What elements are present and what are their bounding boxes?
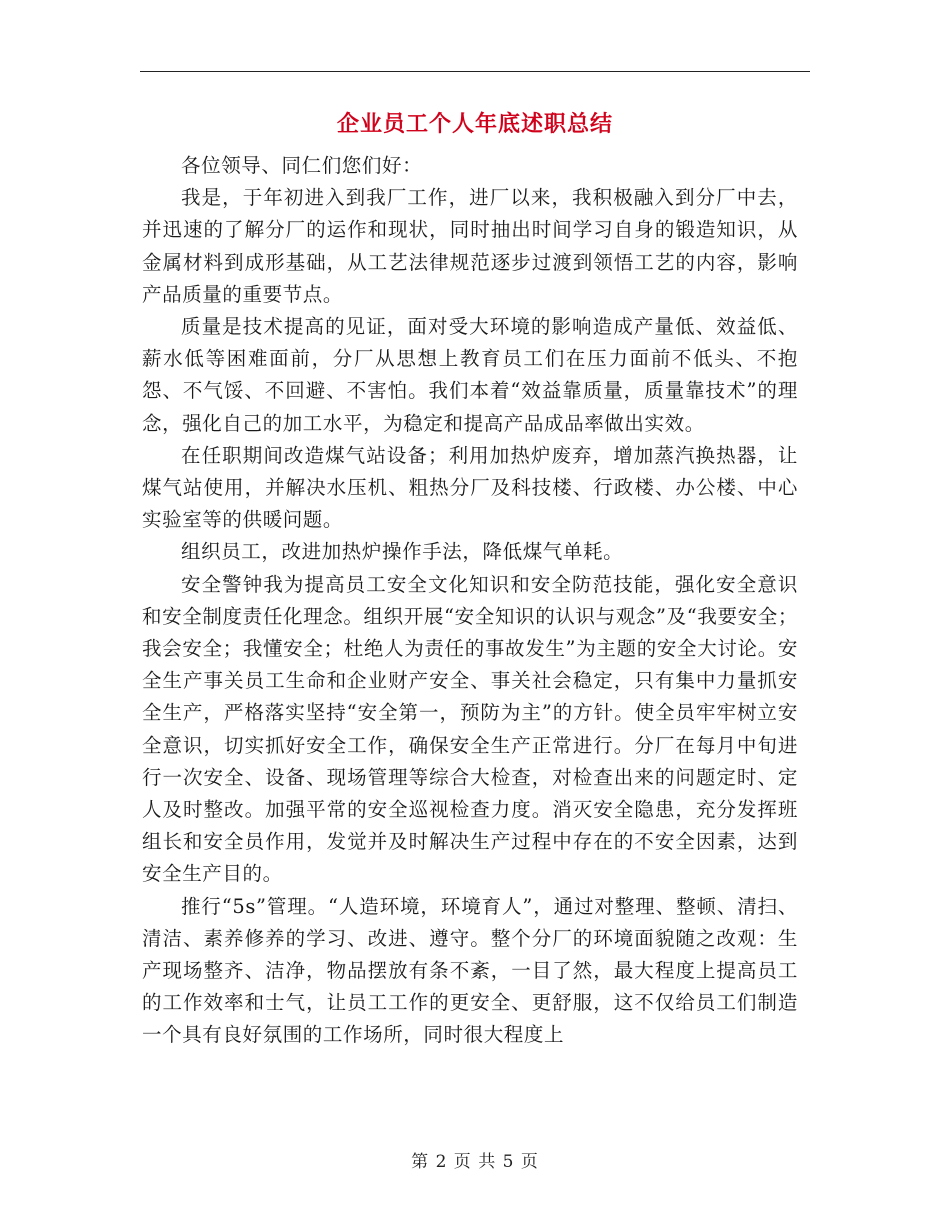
- safety-paragraph: 安全警钟我为提高员工安全文化知识和安全防范技能，强化安全意识和安全制度责任化理念。组织开展“安全知识的认识与观念”及“我要安全；我会安全；我懂安全；杜绝人为责任的事故发生”为主题的安全大讨论。安全生产事关员工生命和企业财产安全、事关社会稳定，只有集中力量抓安全生产，严格落实坚持“安全第一，预防为主”的方针。使全员牢牢树立安全意识，切实抓好安全工作，确保安全生产正常进行。分厂在每月中旬进行一次安全、设备、现场管理等综合大检查，对检查出来的问题定时、定人及时整改。加强平常的安全巡视检查力度。消灭安全隐患，充分发挥班组长和安全员作用，发觉并及时解决生产过程中存在的不安全因素，达到安全生产目的。: [142, 572, 798, 886]
- document-body: [142, 150, 798, 1052]
- intro-paragraph: 我是，于年初进入到我厂工作，进厂以来，我积极融入到分厂中去，并迅速的了解分厂的运作和现状，同时抽出时间学习自身的锻造知识，从金属材料到成形基础，从工艺法律规范逐步过渡到领悟工艺的内容，影响产品质量的重要节点。: [142, 186, 798, 306]
- header-rule: [140, 71, 810, 72]
- document-title: 企业员工个人年底述职总结: [336, 111, 613, 137]
- page-number-footer: 第 2 页 共 5 页: [411, 1152, 539, 1172]
- quality-paragraph: 质量是技术提高的见证，面对受大环境的影响造成产量低、效益低、薪水低等困难面前，分厂从思想上教育员工们在压力面前不低头、不抱怨、不气馁、不回避、不害怕。我们本着“效益靠质量，质量靠技术”的理念，强化自己的加工水平，为稳定和提高产品成品率做出实效。: [142, 315, 798, 435]
- greeting-paragraph: 各位领导、同仁们您们好：: [181, 154, 423, 177]
- 5s-paragraph: 推行“5s”管理。“人造环境，环境育人”，通过对整理、整顿、清扫、清洁、素养修养的学习、改进、遵守。整个分厂的环境面貌随之改观：生产现场整齐、洁净，物品摆放有条不紊，一目了然，最大程度上提高员工的工作效率和士气，让员工工作的更安全、更舒服，这不仅给员工们制造一个具有良好氛围的工作场所，同时很大程度上: [142, 894, 798, 1047]
- furnace-paragraph: 组织员工，改进加热炉操作手法，降低煤气单耗。: [181, 540, 624, 564]
- equipment-paragraph: 在任职期间改造煤气站设备；利用加热炉废弃，增加蒸汽换热器，让煤气站使用，并解决水压机、粗热分厂及科技楼、行政楼、办公楼、中心实验室等的供暖问题。: [142, 443, 798, 532]
